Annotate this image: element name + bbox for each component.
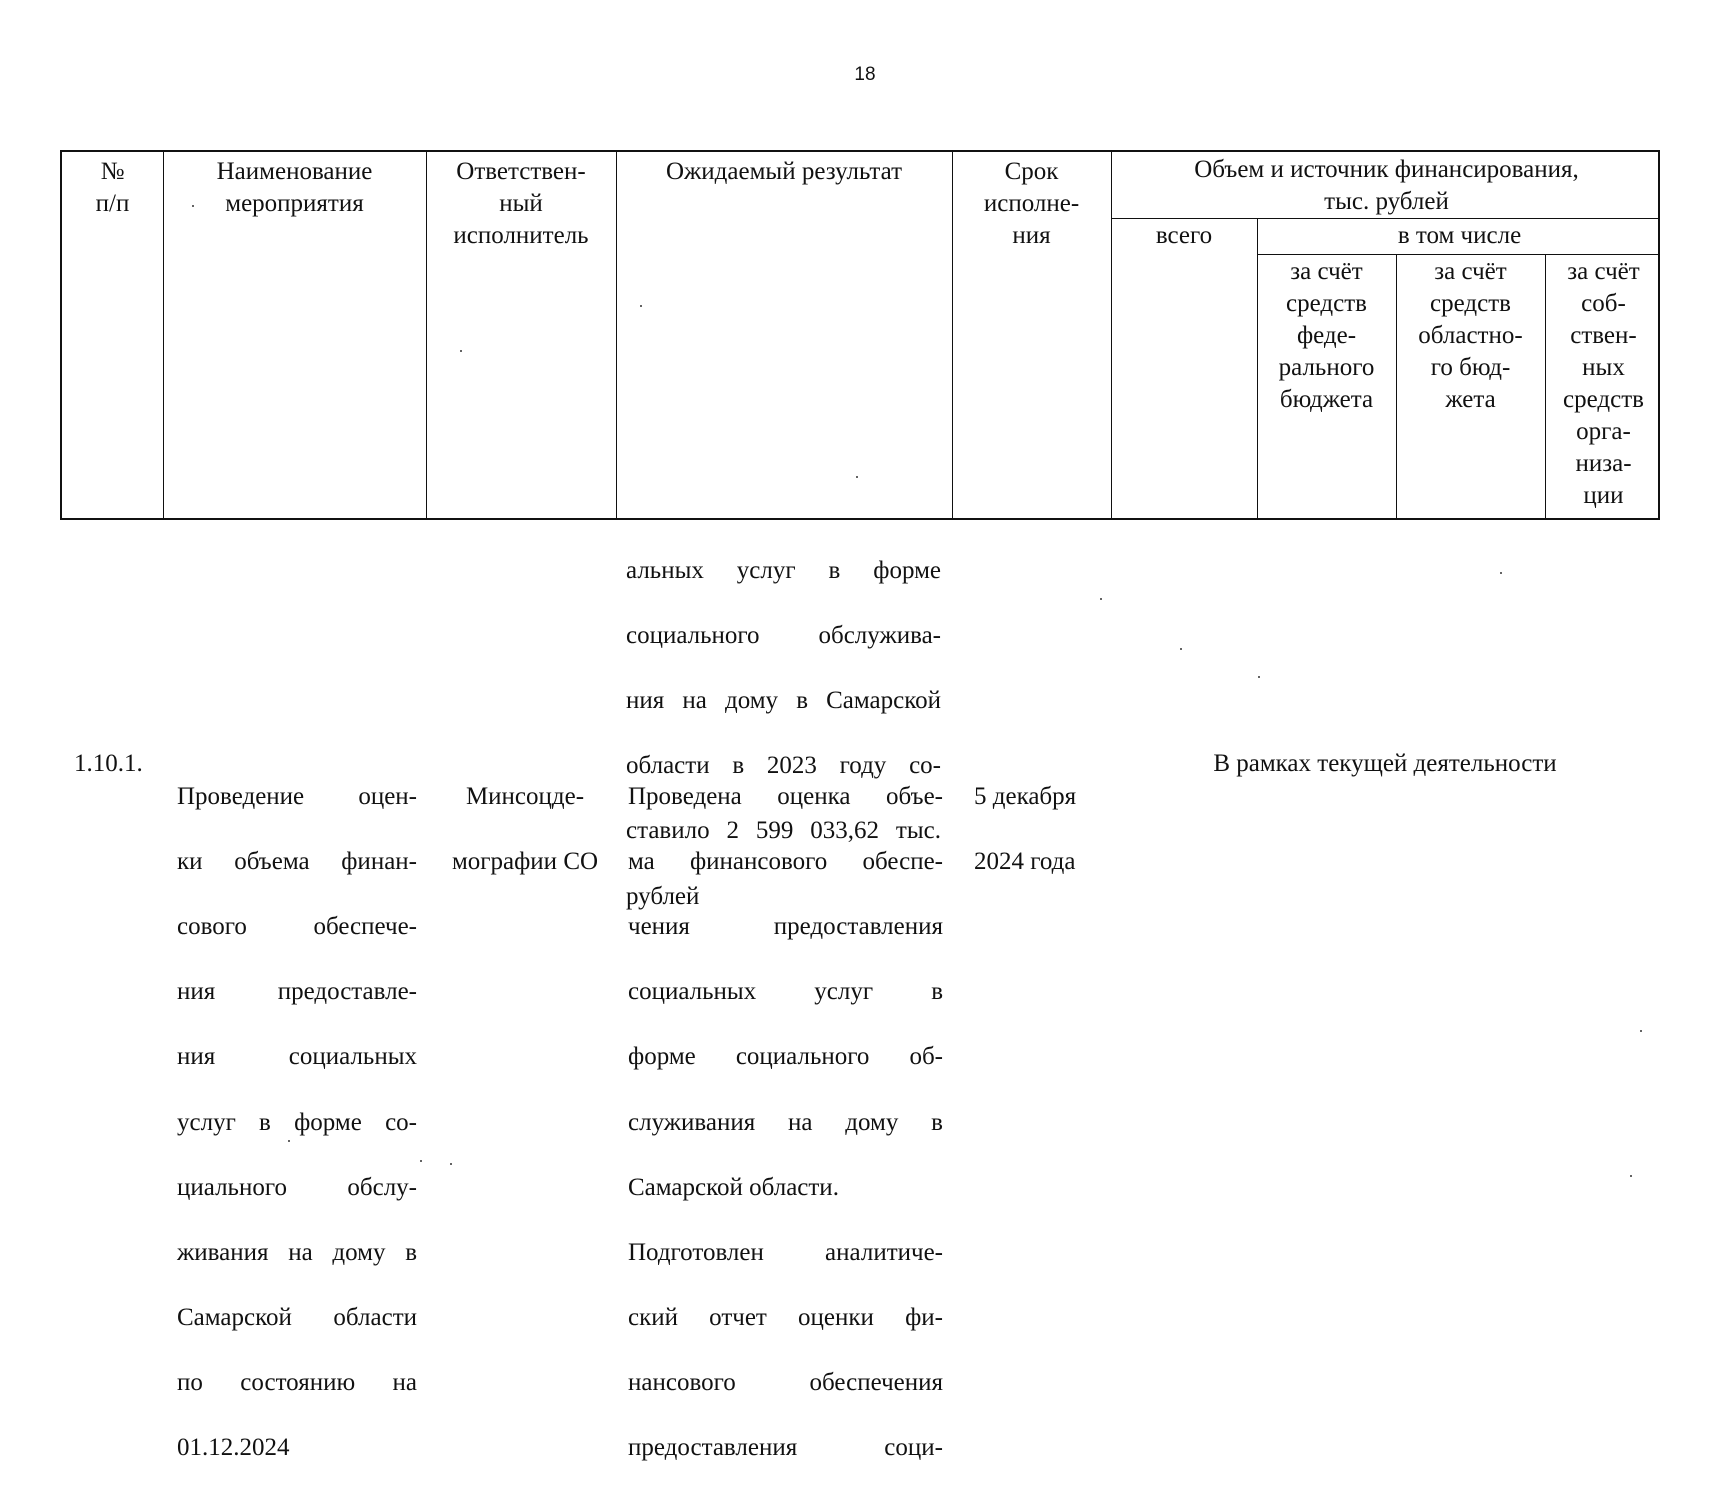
- text-line: нансового обеспечения: [628, 1369, 943, 1397]
- table-header: [60, 150, 1660, 520]
- text-line: циального обслу-: [177, 1173, 417, 1201]
- scan-speck: [450, 1163, 452, 1165]
- text-line: Проведение оцен-: [177, 782, 417, 810]
- text-line: предоставления соци-: [628, 1434, 943, 1462]
- row-funding: В рамках текущей деятельности: [1213, 750, 1557, 777]
- col-divider: [616, 152, 617, 518]
- text-line: ния предоставле-: [177, 978, 417, 1006]
- header-own: за счёт соб- ствен- ных средств орга- низа- ции: [1563, 258, 1644, 509]
- row-divider: [1257, 254, 1658, 255]
- header-num: № п/п: [95, 158, 130, 217]
- scan-speck: [1180, 648, 1182, 650]
- text-line: служивания на дому в: [628, 1108, 943, 1136]
- header-funding: Объем и источник финансирования, тыс. рублей: [1194, 156, 1579, 215]
- header-result: Ожидаемый результат: [665, 158, 903, 185]
- scan-speck: [420, 1160, 422, 1162]
- text-line: ставило 2 599 033,62 тыс.: [626, 817, 941, 845]
- scan-speck: [1500, 572, 1502, 574]
- text-line: альных услуг в форме: [626, 556, 941, 584]
- text-line: 5 декабря: [974, 782, 1077, 810]
- text-line: живания на дому в: [177, 1238, 417, 1266]
- text-line: социального обслужива-: [626, 621, 941, 649]
- header-regional: за счёт средств областно- го бюд- жета: [1418, 258, 1523, 413]
- text-line: услуг в форме со-: [177, 1108, 417, 1136]
- scan-speck: [192, 205, 194, 207]
- header-name: Наименование мероприятия: [216, 158, 373, 217]
- row-divider: [1111, 218, 1658, 219]
- scan-speck: [1640, 1030, 1642, 1032]
- text-line: ма финансового обеспе-: [628, 847, 943, 875]
- page-number: 18: [854, 64, 876, 85]
- scan-speck: [640, 305, 642, 307]
- text-line: социальных услуг в: [628, 978, 943, 1006]
- header-deadline: Срок исполне- ния: [983, 158, 1080, 249]
- text-line: сового обеспече-: [177, 912, 417, 940]
- row-number: 1.10.1.: [74, 750, 143, 777]
- text-line: рублей: [626, 882, 700, 910]
- text-line: ния на дому в Самарской: [626, 686, 941, 714]
- scan-speck: [1100, 598, 1102, 600]
- text-line: Проведена оценка объе-: [628, 782, 943, 810]
- scan-speck: [856, 476, 858, 478]
- text-line: ния социальных: [177, 1043, 417, 1071]
- header-total: всего: [1155, 222, 1213, 249]
- header-responsible: Ответствен- ный исполнитель: [453, 158, 589, 249]
- row-name: [177, 748, 417, 1498]
- scan-speck: [1258, 676, 1260, 678]
- text-line: области в 2023 году со-: [626, 752, 941, 780]
- row-deadline: [974, 748, 1124, 911]
- text-line: 01.12.2024: [177, 1434, 290, 1462]
- scan-speck: [1630, 1175, 1632, 1177]
- row-responsible: [430, 748, 620, 911]
- row-result: [628, 748, 943, 1498]
- text-line: Подготовлен аналитиче-: [628, 1238, 943, 1266]
- text-line: форме социального об-: [628, 1043, 943, 1071]
- text-line: 2024 года: [974, 847, 1076, 875]
- header-federal: за счёт средств феде- рального бюджета: [1278, 258, 1375, 413]
- text-line: ки объема финан-: [177, 847, 417, 875]
- text-line: ский отчет оценки фи-: [628, 1304, 943, 1332]
- text-line: Самарской области.: [628, 1173, 839, 1201]
- header-including: в том числе: [1397, 222, 1522, 249]
- text-line: Самарской области: [177, 1304, 417, 1332]
- text-line: мографии СО: [451, 847, 599, 875]
- scan-speck: [460, 350, 462, 352]
- text-line: Минсоцде-: [465, 782, 585, 810]
- scan-speck: [288, 1140, 290, 1142]
- text-line: по состоянию на: [177, 1369, 417, 1397]
- text-line: чения предоставления: [628, 912, 943, 940]
